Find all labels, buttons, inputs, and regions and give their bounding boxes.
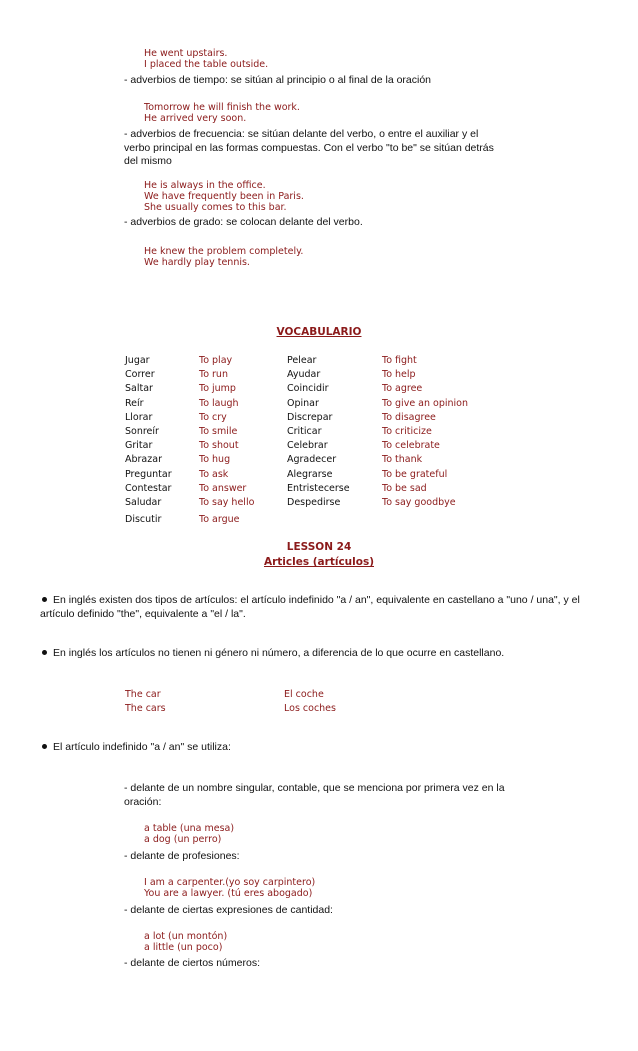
example-line: a dog (un perro) xyxy=(144,834,222,845)
bullet-text: En inglés los artículos no tienen ni género ni número, a diferencia de lo que ocurre en castellano. xyxy=(53,647,505,659)
vocab-word: Saltar xyxy=(125,383,153,395)
vocab-translation: To cry xyxy=(199,411,227,423)
example-line: She usually comes to this bar. xyxy=(144,202,287,213)
rule-text: - adverbios de frecuencia: se sitúan delante del verbo, o entre el auxiliar y el verbo principal en las formas compuestas. Con el verbo "to be" se sitúan detrás del mismo xyxy=(124,128,494,167)
example-line: a table (una mesa) xyxy=(144,823,235,834)
example-block xyxy=(144,823,234,845)
example-line: You are a lawyer. (tú eres abogado) xyxy=(144,888,313,899)
vocab-translation: To thank xyxy=(382,454,423,466)
example-line: Los coches xyxy=(284,703,336,714)
vocab-word: Entristecerse xyxy=(287,482,350,494)
example-line: a little (un poco) xyxy=(144,942,223,953)
example-line: He arrived very soon. xyxy=(144,113,247,124)
bullet-dot-icon xyxy=(42,650,47,655)
vocab-word: Saludar xyxy=(125,497,162,509)
bullet-dot-icon xyxy=(42,744,47,749)
vocab-word: Sonreír xyxy=(125,426,159,438)
rule-text: - delante de profesiones: xyxy=(124,850,240,862)
example-line: a lot (un montón) xyxy=(144,931,228,942)
vocab-word: Alegrarse xyxy=(287,468,333,480)
vocab-word: Criticar xyxy=(287,426,322,438)
bullet-item xyxy=(40,594,600,621)
rule-text: - delante de un nombre singular, contable, que se menciona por primera vez en la oración: xyxy=(124,782,505,808)
vocab-word: Pelear xyxy=(287,355,317,366)
vocab-translation: To disagree xyxy=(382,411,436,423)
bullet-text: El artículo indefinido "a / an" se utiliza: xyxy=(53,741,231,753)
vocab-word: Opinar xyxy=(287,397,319,409)
vocab-translation: To agree xyxy=(382,383,423,395)
vocabulary-title: VOCABULARIO xyxy=(276,326,362,338)
article-examples-en xyxy=(125,688,166,716)
example-line: I placed the table outside. xyxy=(144,59,269,70)
vocab-translation: To laugh xyxy=(199,397,239,409)
vocab-left-en xyxy=(199,354,254,527)
example-line: He is always in the office. xyxy=(144,180,266,191)
vocab-word: Discrepar xyxy=(287,411,333,423)
rule-text: - adverbios de grado: se colocan delante del verbo. xyxy=(124,216,363,228)
vocab-word: Ayudar xyxy=(287,369,321,381)
example-line: We hardly play tennis. xyxy=(144,257,250,268)
example-block xyxy=(144,48,268,70)
lesson-subtitle: Articles (artículos) xyxy=(263,556,374,568)
vocab-translation: To run xyxy=(199,369,228,381)
example-line: We have frequently been in Paris. xyxy=(144,191,304,202)
vocab-word: Celebrar xyxy=(287,440,328,452)
bullet-dot-icon xyxy=(42,597,47,602)
article-examples-es xyxy=(284,688,336,716)
vocab-translation: To criticize xyxy=(382,426,432,438)
example-line: Tomorrow he will finish the work. xyxy=(144,102,300,113)
vocab-right-en xyxy=(382,354,468,510)
example-line: El coche xyxy=(284,689,324,700)
vocab-word: Correr xyxy=(125,369,155,381)
vocab-word: Abrazar xyxy=(125,454,162,466)
example-block xyxy=(144,931,227,953)
vocab-translation: To ask xyxy=(199,468,229,480)
vocab-translation: To argue xyxy=(199,514,240,526)
vocab-translation: To say hello xyxy=(199,497,255,509)
example-line: The car xyxy=(125,689,161,700)
vocab-translation: To shout xyxy=(199,440,239,452)
vocab-word: Coincidir xyxy=(287,383,329,395)
rule-text: - adverbios de tiempo: se sitúan al principio o al final de la oración xyxy=(124,74,432,86)
example-block xyxy=(144,246,303,268)
vocab-translation: To say goodbye xyxy=(382,497,456,509)
vocab-word: Reír xyxy=(125,397,144,409)
vocab-translation: To give an opinion xyxy=(382,397,469,409)
vocab-word: Gritar xyxy=(125,440,153,452)
vocab-word: Preguntar xyxy=(125,468,172,480)
vocab-word: Agradecer xyxy=(287,454,337,466)
vocab-translation: To smile xyxy=(199,426,238,438)
vocab-translation: To help xyxy=(382,369,416,381)
example-block xyxy=(144,877,315,899)
bullet-text: En inglés existen dos tipos de artículos: el artículo indefinido "a / an", equivalente en castellano a "uno / una", y el artículo definido "the", equivalente a "el / la". xyxy=(40,594,580,620)
vocab-translation: To jump xyxy=(199,383,236,395)
vocab-translation: To play xyxy=(199,355,233,366)
example-block xyxy=(144,180,304,213)
rule-text: - delante de ciertas expresiones de cantidad: xyxy=(124,904,333,916)
example-line: The cars xyxy=(125,703,166,714)
vocab-translation: To be sad xyxy=(382,482,427,494)
example-line: He knew the problem completely. xyxy=(144,246,304,257)
vocab-right-es xyxy=(287,354,350,510)
example-line: He went upstairs. xyxy=(144,48,228,59)
lesson-title: LESSON 24 xyxy=(286,541,352,553)
vocab-translation: To hug xyxy=(199,454,231,466)
example-line: I am a carpenter.(yo soy carpintero) xyxy=(144,877,316,888)
bullet-item xyxy=(40,741,600,755)
vocab-translation: To fight xyxy=(382,355,417,366)
vocab-word: Contestar xyxy=(125,482,172,494)
vocab-translation: To answer xyxy=(199,482,247,494)
vocab-word: Despedirse xyxy=(287,497,341,509)
vocab-word: Jugar xyxy=(125,355,150,366)
rule-text: - delante de ciertos números: xyxy=(124,957,260,969)
vocab-word: Llorar xyxy=(125,411,153,423)
vocab-translation: To celebrate xyxy=(382,440,440,452)
vocab-word: Discutir xyxy=(125,514,162,526)
bullet-item xyxy=(40,647,600,661)
example-block xyxy=(144,102,300,124)
vocab-left-es xyxy=(125,354,172,527)
vocab-translation: To be grateful xyxy=(382,468,448,480)
